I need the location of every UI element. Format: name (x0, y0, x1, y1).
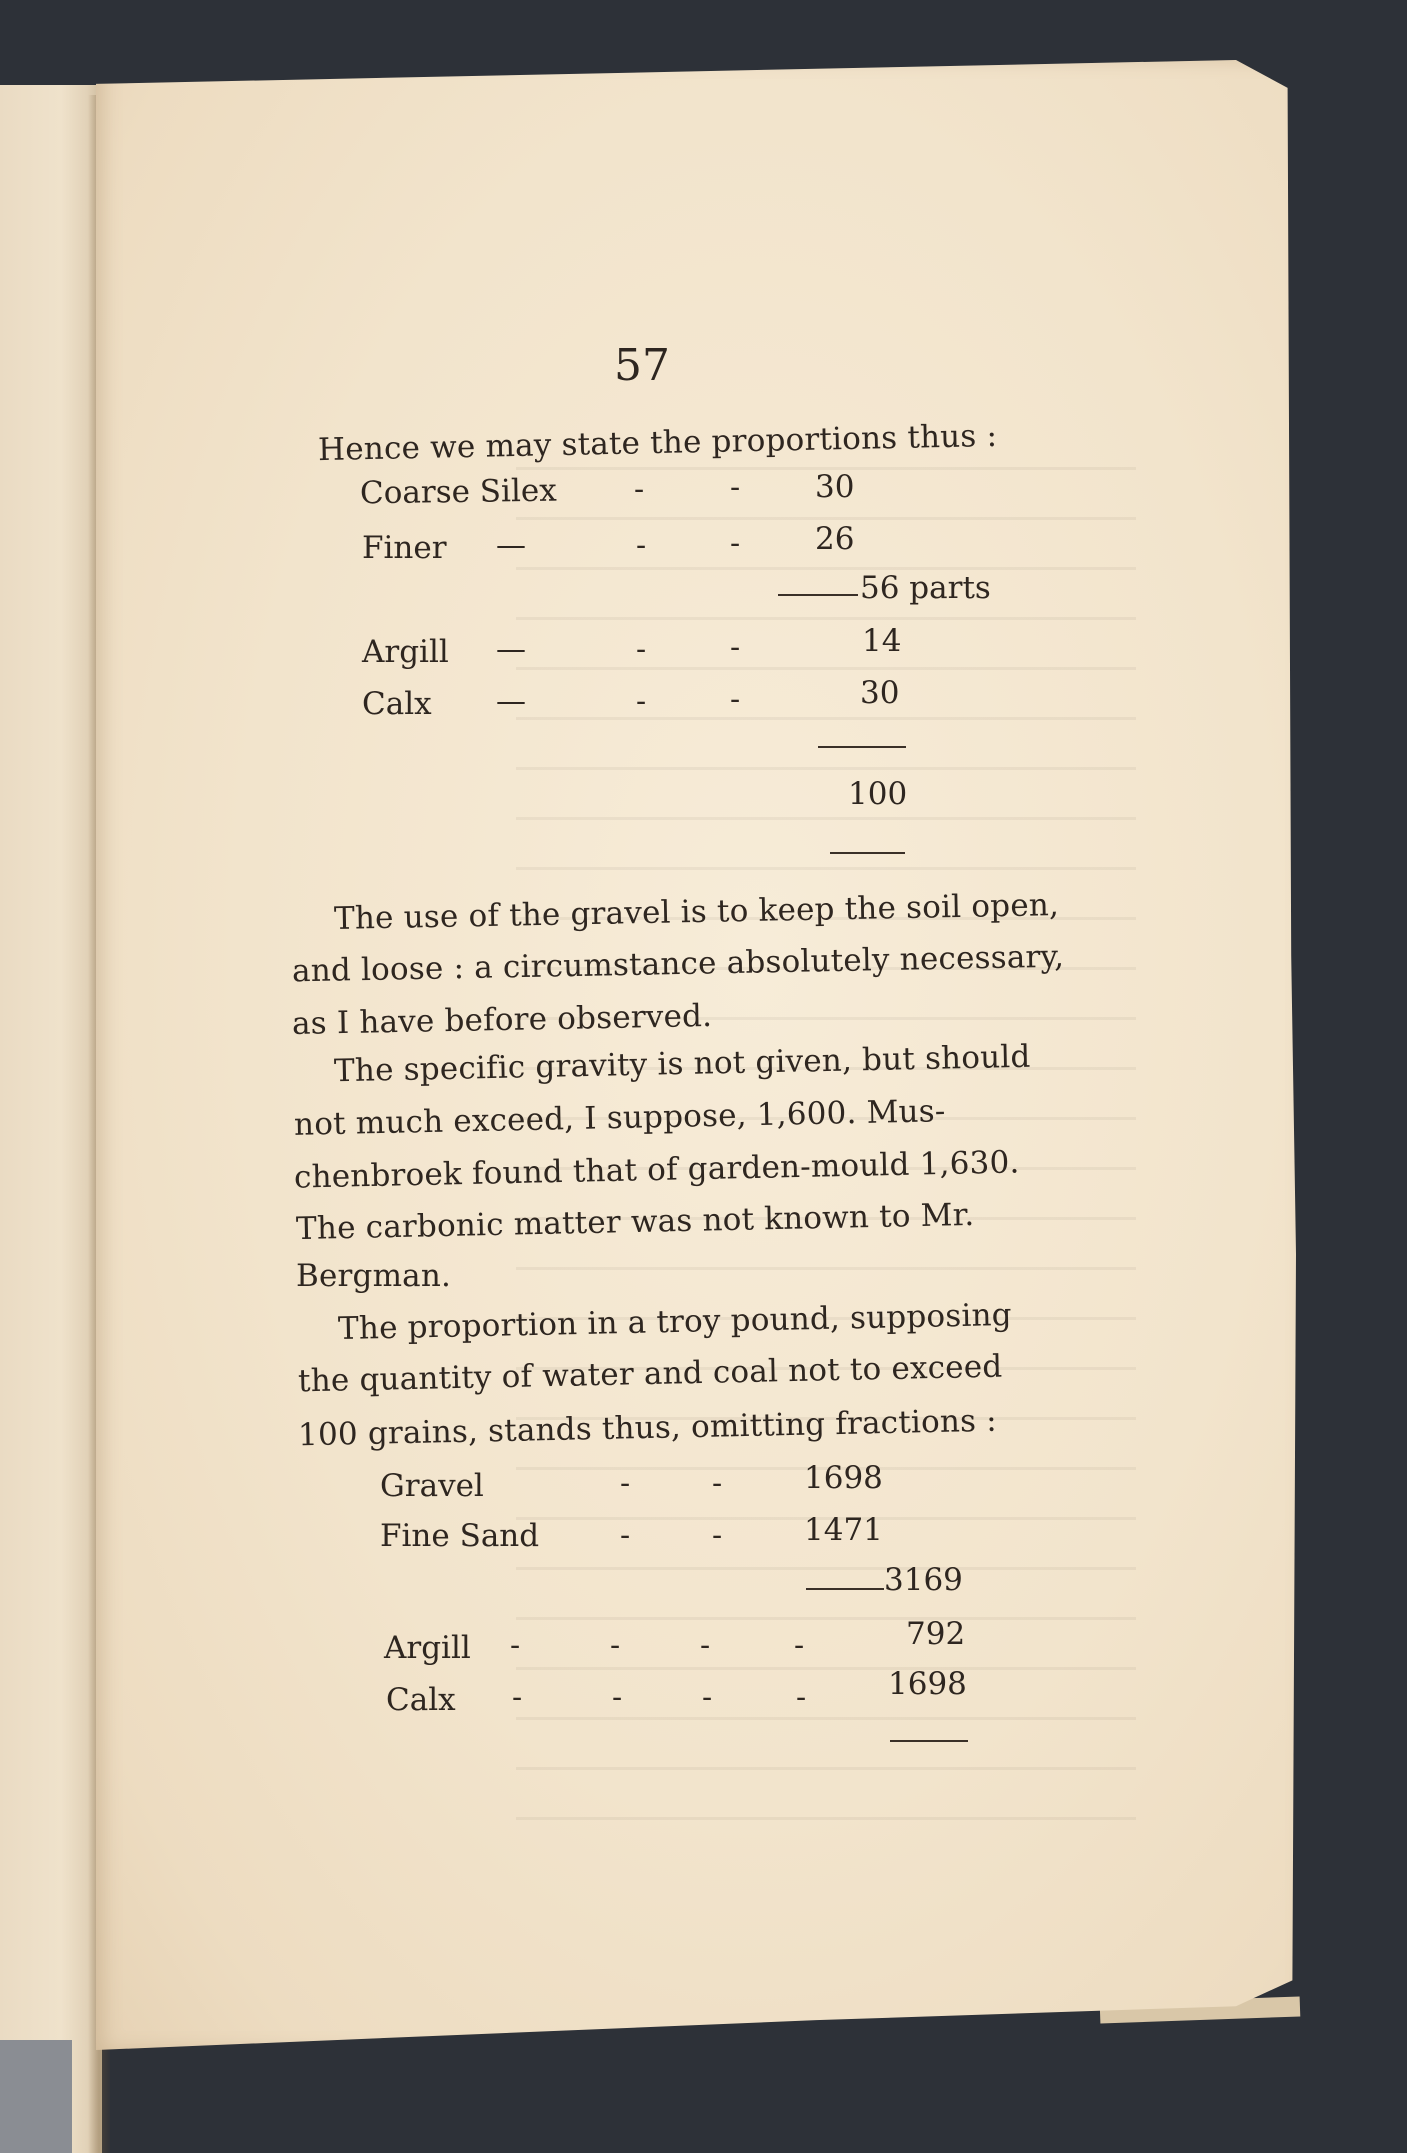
paragraph3-line: The proportion in a troy pound, supposing (337, 1296, 1013, 1348)
table2-subtotal: 3169 (884, 1562, 963, 1598)
paragraph1-line: as I have before observed. (291, 997, 713, 1043)
table1-dash: - (634, 472, 645, 507)
table2-dash: - (610, 1628, 621, 1663)
table1-total: 100 (848, 776, 908, 812)
paragraph3-line: 100 grains, stands thus, omitting fractions : (297, 1402, 998, 1454)
table2-dash: - (612, 1680, 623, 1715)
table1-label-argill: Argill (362, 634, 449, 670)
table1-label-coarse-silex: Coarse Silex (359, 472, 557, 512)
table2-dash: - (510, 1628, 521, 1663)
paragraph2-line: The specific gravity is not given, but should (333, 1038, 1031, 1090)
table1-emdash: — (496, 684, 526, 719)
table1-value-argill: 14 (862, 623, 902, 659)
table1-dash: - (730, 630, 741, 665)
paragraph1-line: The use of the gravel is to keep the soil open, (333, 887, 1060, 937)
page-number: 57 (614, 340, 670, 391)
table1-dash: - (636, 684, 647, 719)
intro-line: Hence we may state the proportions thus : (317, 417, 998, 469)
table1-dash: - (730, 526, 741, 561)
paragraph3-line: the quantity of water and coal not to exceed (297, 1348, 1003, 1400)
table2-value-gravel: 1698 (804, 1460, 883, 1496)
table2-dash: - (620, 1466, 631, 1501)
table2-dash: - (700, 1628, 711, 1663)
table2-dash: - (620, 1518, 631, 1553)
table2-dash: - (712, 1466, 723, 1501)
paragraph2-line: chenbroek found that of garden-mould 1,630. (293, 1144, 1020, 1196)
table2-value-argill: 792 (906, 1616, 966, 1652)
table1-label-finer: Finer (362, 530, 447, 566)
table2-label-gravel: Gravel (380, 1468, 484, 1504)
paragraph2-line: not much exceed, I suppose, 1,600. Mus- (293, 1093, 946, 1143)
table1-dash: - (636, 632, 647, 667)
table1-value-finer: 26 (815, 521, 855, 557)
table2-subtotal-rule (806, 1588, 884, 1590)
table2-dash: - (712, 1518, 723, 1553)
background-strip (0, 2040, 72, 2153)
table1-dash: - (730, 470, 741, 505)
table1-dash: - (636, 528, 647, 563)
table1-subtotal-rule (778, 594, 858, 596)
table1-subtotal: 56 parts (860, 570, 991, 606)
table1-dash: - (730, 682, 741, 717)
table2-dash: - (512, 1680, 523, 1715)
table2-label-argill: Argill (384, 1630, 471, 1666)
table1-emdash: — (496, 528, 526, 563)
table1-value-calx: 30 (860, 675, 900, 711)
table1-label-calx: Calx (362, 686, 432, 722)
table2-label-calx: Calx (386, 1682, 456, 1718)
paragraph1-line: and loose : a circumstance absolutely necessary, (291, 938, 1065, 990)
table1-emdash: — (496, 632, 526, 667)
table2-value-fine-sand: 1471 (804, 1512, 883, 1548)
table2-value-calx: 1698 (888, 1666, 967, 1702)
table2-dash: - (796, 1680, 807, 1715)
paragraph2-line: Bergman. (296, 1258, 452, 1294)
table1-value-coarse-silex: 30 (815, 469, 855, 505)
table2-dash: - (702, 1680, 713, 1715)
table1-total-rule (818, 746, 906, 748)
table2-label-fine-sand: Fine Sand (380, 1518, 540, 1554)
table1-end-rule (830, 852, 905, 854)
table2-end-rule (890, 1740, 968, 1742)
left-page-edge (0, 85, 102, 2153)
table2-dash: - (794, 1628, 805, 1663)
paragraph2-line: The carbonic matter was not known to Mr. (295, 1196, 975, 1248)
